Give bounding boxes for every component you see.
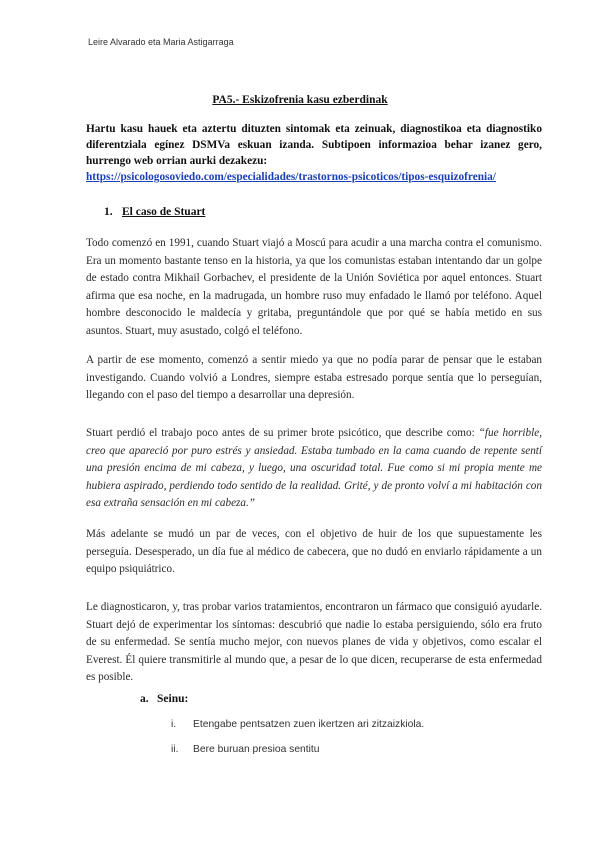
paragraph-4: Más adelante se mudó un par de veces, con el objetivo de huir de los que supuestamente les perseguía. Desesperado, un día fue al médico de cabecera, que no dudó en enviarlo rápidamente a un equipo psiquiátrico. bbox=[86, 528, 542, 576]
paragraph-3 bbox=[86, 425, 542, 513]
list-item bbox=[171, 744, 320, 755]
list-item-number: ii. bbox=[171, 744, 179, 755]
section-title: El caso de Stuart bbox=[122, 206, 206, 218]
paragraph-3-quote: “fue horrible, creo que apareció por puro estrés y ansiedad. Estaba tumbado en la cama cuando de repente sentí una presión encima de mi cabeza, y luego, una oscuridad total. Fue como si mi propia mente me hubiera aspirado, perdiendo todo sentido de la realidad. Grité, y de pronto volví a mi habitación con esa extraña sensación en mi cabeza.” bbox=[86, 427, 543, 510]
subsection-heading bbox=[140, 693, 188, 705]
intro-text: Hartu kasu hauek eta aztertu dituzten sintomak eta zeinuak, diagnostikoa eta diagnostiko diferentziala egínez DSMVa eskuan izanda. Subtipoen informazioa behar izanez gero, hurrengo web orrian aurki dezakezu: bbox=[86, 123, 542, 167]
list-item bbox=[171, 719, 424, 730]
paragraph-3-intro: Stuart perdió el trabajo poco antes de su primer brote psicótico, que describe como: bbox=[86, 427, 479, 439]
intro-link[interactable]: https://psicologosoviedo.com/especialidades/trastornos-psicoticos/tipos-esquizofrenia/ bbox=[86, 171, 496, 183]
list-item-text: Etengabe pentsatzen zuen ikertzen ari zitzaizkiola. bbox=[193, 719, 425, 730]
intro-block bbox=[86, 121, 542, 185]
list-item-number: i. bbox=[171, 719, 177, 730]
list-item-text: Bere buruan presioa sentitu bbox=[193, 744, 320, 755]
subsection-number: a. bbox=[140, 693, 149, 705]
subsection-title: Seinu: bbox=[157, 693, 189, 705]
section-number: 1. bbox=[104, 206, 113, 218]
paragraph-2: A partir de ese momento, comenzó a sentir miedo ya que no podía parar de pensar que le estaban investigando. Cuando volvió a Londres, siempre estaba estresado porque sentía que lo perseguían, llegando con el paso del tiempo a desarrollar una depresión. bbox=[86, 354, 542, 402]
paragraph-1: Todo comenzó en 1991, cuando Stuart viajó a Moscú para acudir a una marcha contra el comunismo. Era un momento bastante tenso en la historia, ya que los comunistas estaban intentando dar un golpe de estado contra Mikhail Gorbachev, el presidente de la Unión Soviética por aquel entonces. Stuart afirma que esa noche, en la madrugada, un hombre ruso muy enfadado le llamó por teléfono. Aquel hombre desconocido le maldecía y gritaba, preguntándole que por qué se había metido en sus asuntos. Stuart, muy asustado, colgó el teléfono. bbox=[86, 237, 542, 337]
document-title: PA5.- Eskizofrenia kasu ezberdinak bbox=[212, 94, 388, 106]
paragraph-5: Le diagnosticaron, y, tras probar varios tratamientos, encontraron un fármaco que consiguió ayudarle. Stuart dejó de experimentar los síntomas: descubrió que nadie lo estaba persiguiendo, sólo era fruto de su enfermedad. Se sentía mucho mejor, con nuevos planes de vida y objetivos, como escalar el Everest. Él quiere transmitirle al mundo que, a pesar de lo que dicen, recuperarse de esta enfermedad es posible. bbox=[86, 601, 542, 684]
section-heading bbox=[104, 206, 205, 218]
header-authors: Leire Alvarado eta Maria Astigarraga bbox=[88, 37, 234, 47]
